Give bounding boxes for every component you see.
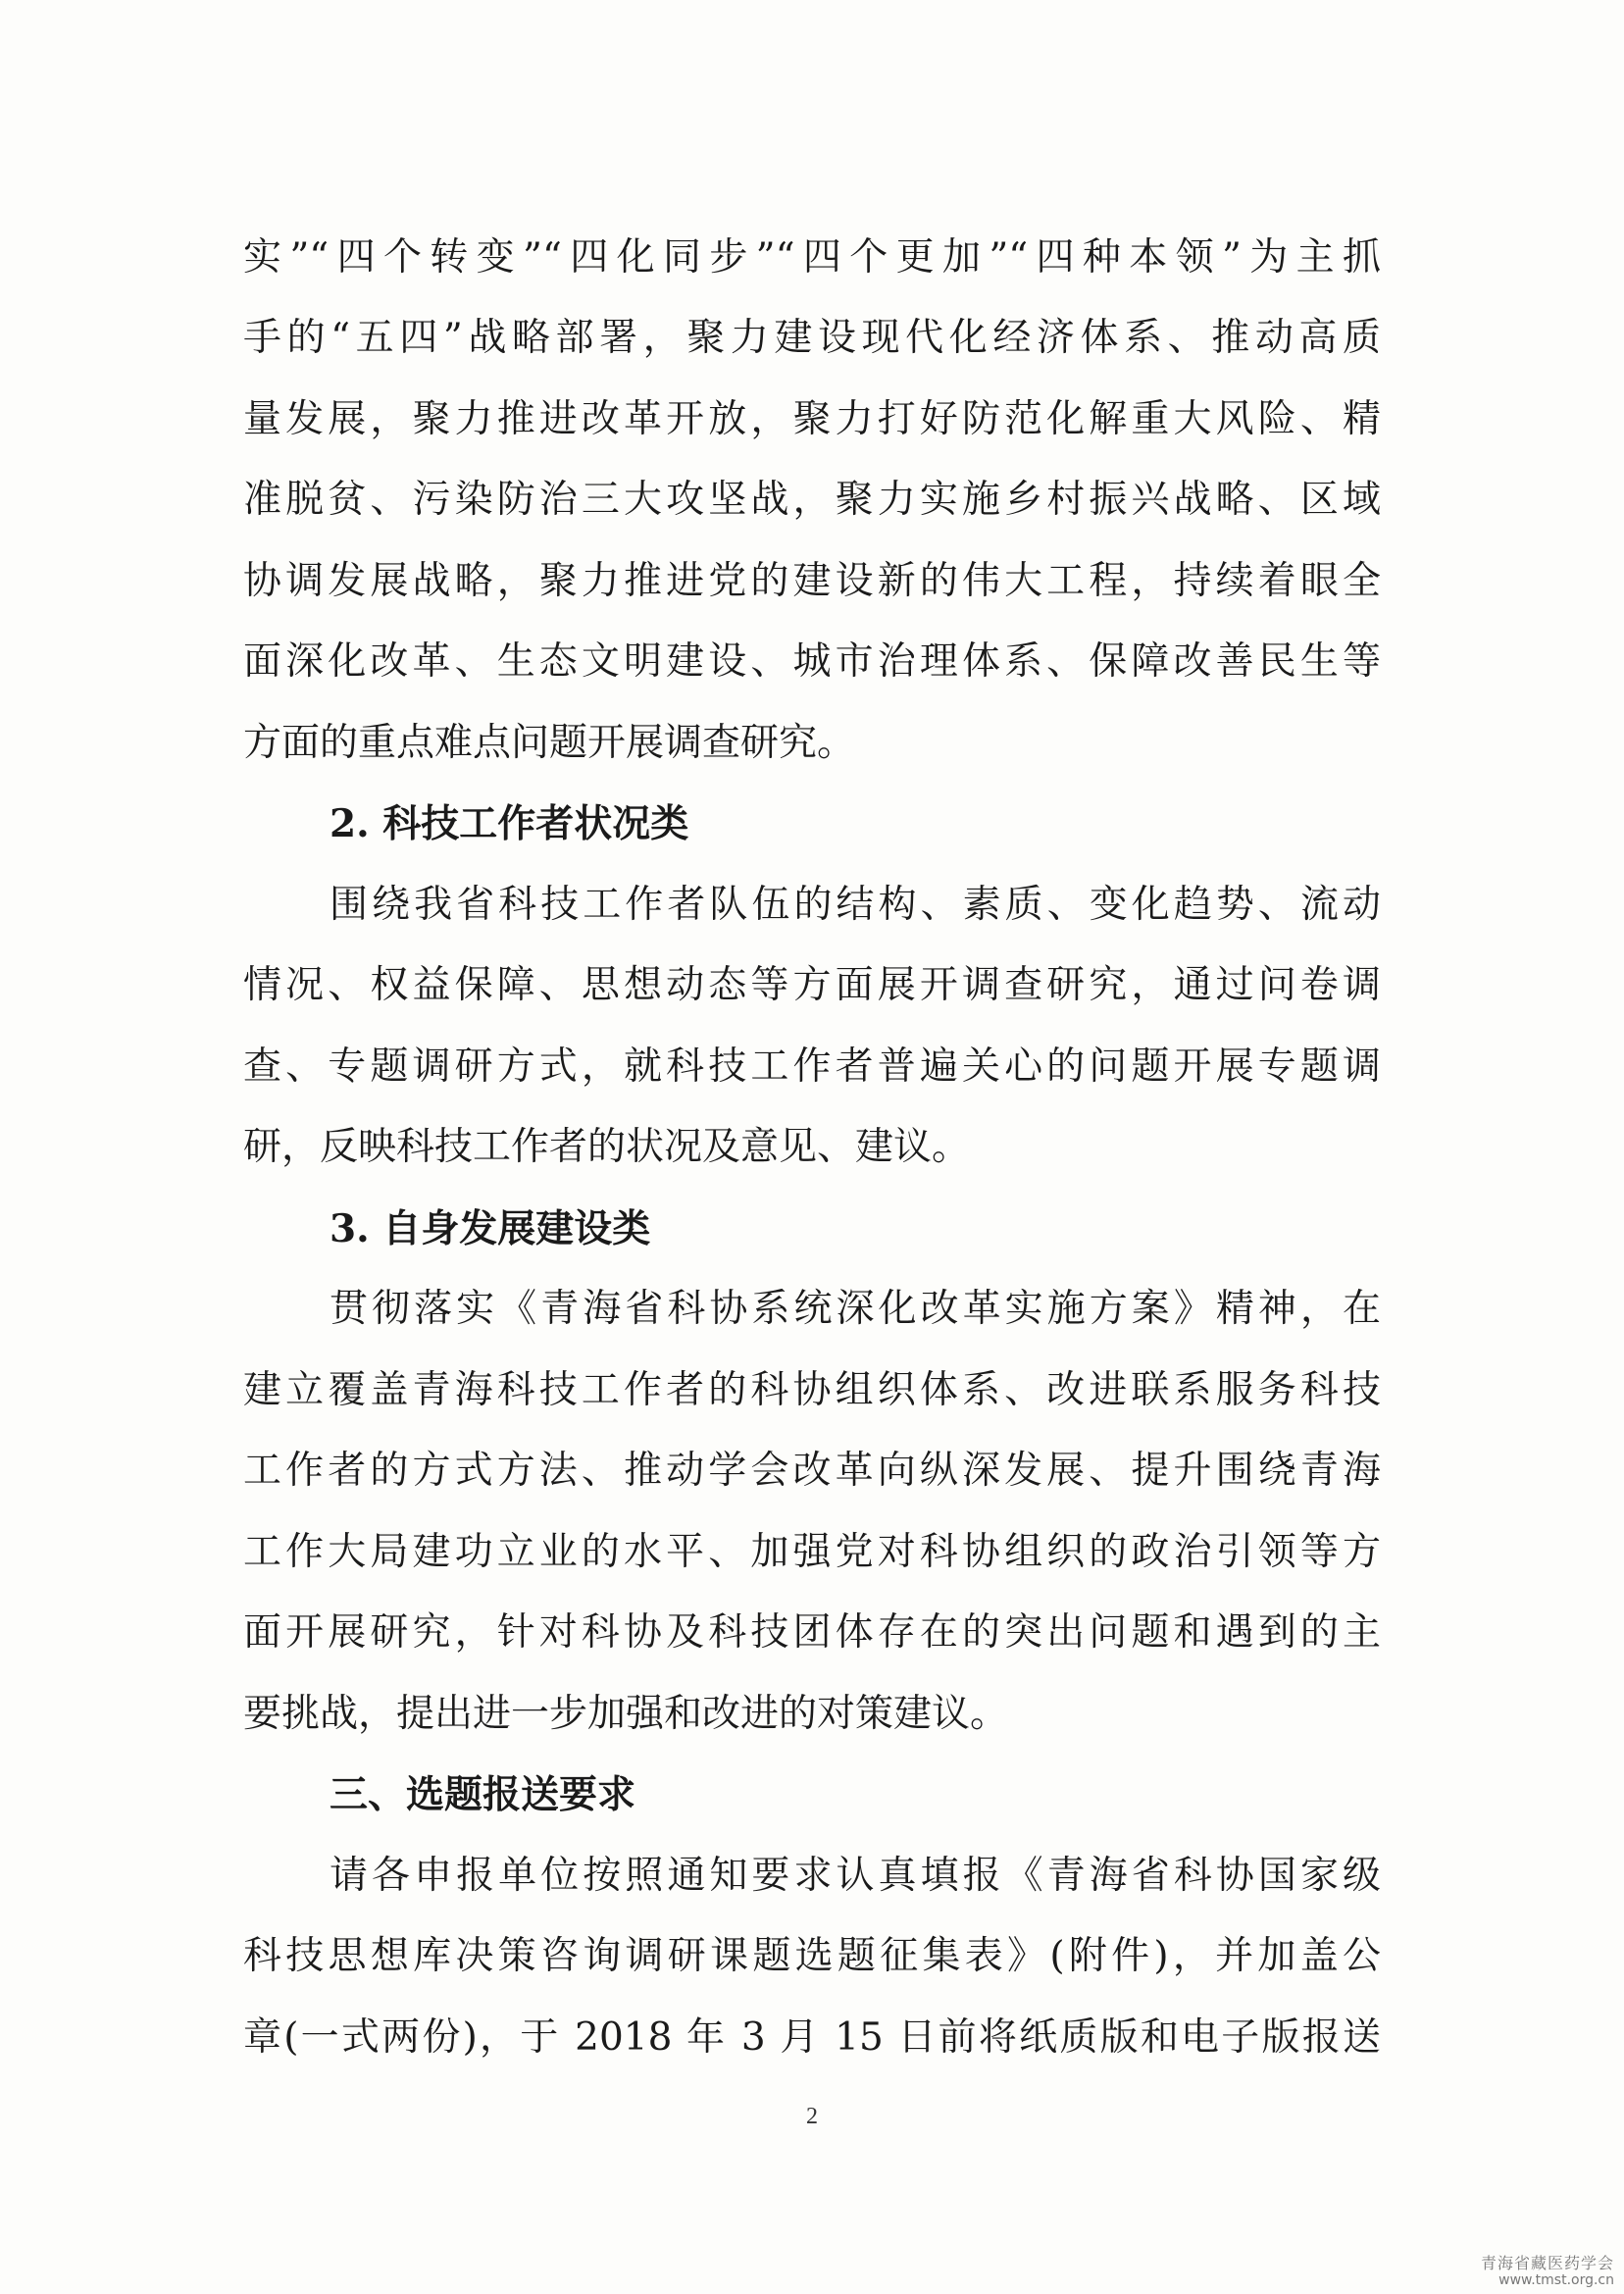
body-line: 工作者的方式方法、推动学会改革向纵深发展、提升围绕青海: [243, 1449, 1381, 1493]
body-line: 建立覆盖青海科技工作者的科协组织体系、改进联系服务科技: [243, 1368, 1381, 1412]
body-line: 章(一式两份)，于 2018 年 3 月 15 日前将纸质版和电子版报送: [243, 2015, 1381, 2060]
body-line: 协调发展战略，聚力推进党的建设新的伟大工程，持续着眼全: [243, 559, 1381, 603]
body-line: 量发展，聚力推进改革开放，聚力打好防范化解重大风险、精: [243, 397, 1381, 441]
body-line: 工作大局建功立业的水平、加强党对科协组织的政治引领等方: [243, 1530, 1381, 1574]
body-line: 要挑战，提出进一步加强和改进的对策建议。: [243, 1692, 1009, 1736]
body-line: 请各申报单位按照通知要求认真填报《青海省科协国家级: [330, 1854, 1381, 1898]
body-line: 方面的重点难点问题开展调查研究。: [243, 721, 856, 765]
body-line: 准脱贫、污染防治三大攻坚战，聚力实施乡村振兴战略、区域: [243, 478, 1381, 522]
body-line: 实”“四个转变”“四化同步”“四个更加”“四种本领”为主抓: [243, 235, 1381, 280]
section-heading: 三、选题报送要求: [330, 1772, 636, 1817]
watermark-name: 青海省藏医药学会: [1480, 2253, 1614, 2272]
section-heading: 3. 自身发展建设类: [330, 1206, 651, 1251]
body-line: 面深化改革、生态文明建设、城市治理体系、保障改善民生等: [243, 639, 1381, 684]
body-line: 科技思想库决策咨询调研课题选题征集表》(附件)，并加盖公: [243, 1934, 1381, 1978]
watermark: [1467, 2255, 1614, 2288]
body-line: 研，反映科技工作者的状况及意见、建议。: [243, 1125, 971, 1169]
page-number: 2: [806, 2104, 818, 2129]
body-line: 面开展研究，针对科协及科技团体存在的突出问题和遇到的主: [243, 1610, 1381, 1655]
section-heading: 2. 科技工作者状况类: [330, 801, 689, 846]
watermark-url: www.tmst.org.cn: [1498, 2271, 1614, 2288]
body-line: 贯彻落实《青海省科协系统深化改革实施方案》精神，在: [330, 1287, 1381, 1331]
body-line: 情况、权益保障、思想动态等方面展开调查研究，通过问卷调: [243, 963, 1381, 1007]
body-line: 手的“五四”战略部署，聚力建设现代化经济体系、推动高质: [243, 316, 1381, 360]
body-line: 查、专题调研方式，就科技工作者普遍关心的问题开展专题调: [243, 1045, 1381, 1089]
body-line: 围绕我省科技工作者队伍的结构、素质、变化趋势、流动: [330, 883, 1381, 927]
